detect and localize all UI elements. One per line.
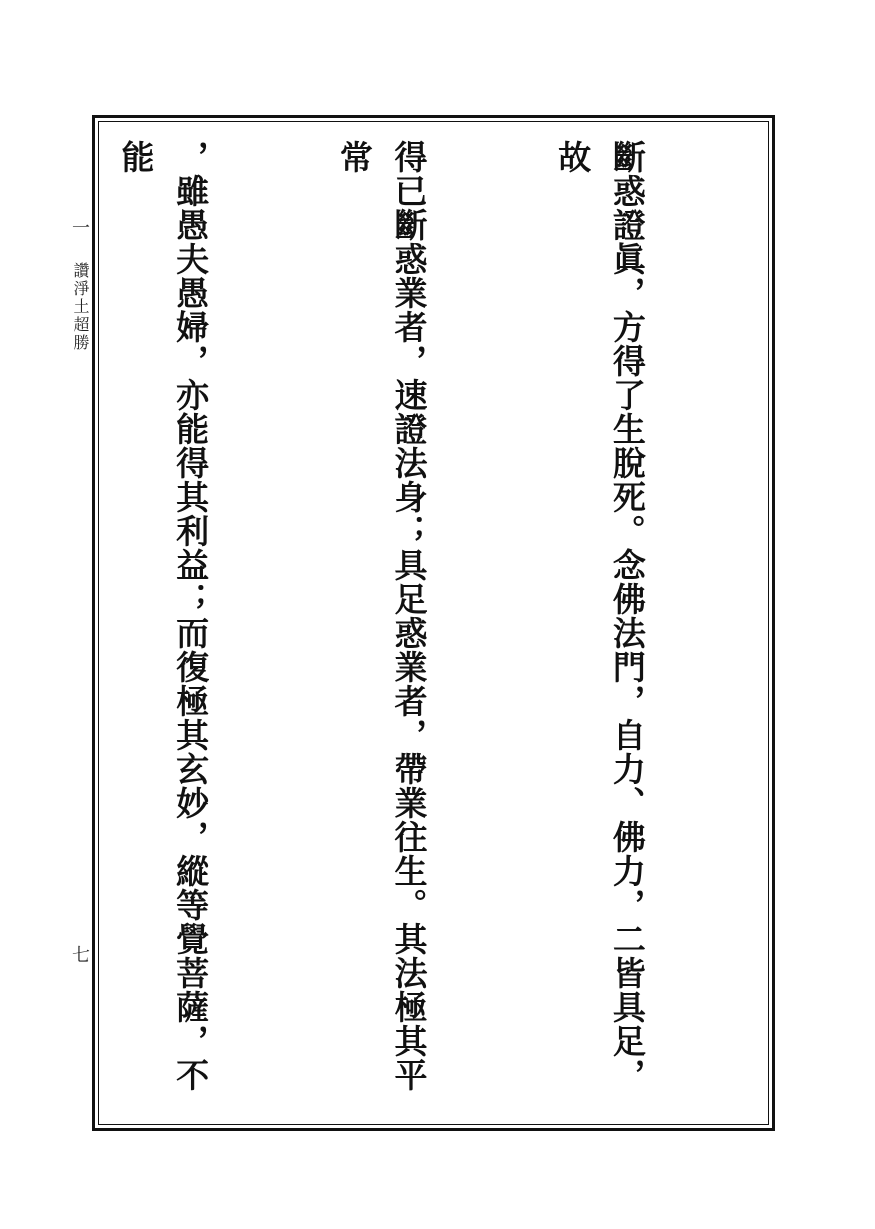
book-title: 讚淨土超勝 xyxy=(71,262,90,352)
main-text xyxy=(108,140,763,1120)
text-column-2: 得已斷惑業者，速證法身；具足惑業者，帶業往生。其法極其平常 xyxy=(334,140,429,1092)
sheet-number: 一 xyxy=(69,218,90,236)
page-number: 七 xyxy=(69,945,90,963)
text-column-3: ，雖愚夫愚婦，亦能得其利益；而復極其玄妙，縱等覺菩薩，不能 xyxy=(116,140,211,1092)
text-column-1: 斷惑證眞，方得了生脫死。念佛法門，自力、佛力，二皆具足，故 xyxy=(553,140,647,1092)
